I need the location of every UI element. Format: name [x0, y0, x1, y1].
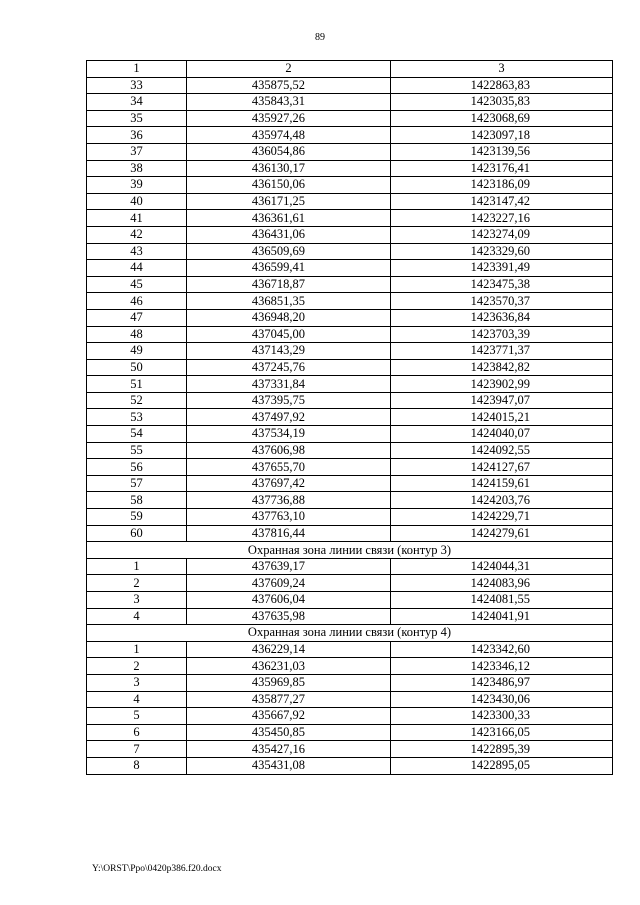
x-coordinate-cell: 435974,48 — [187, 127, 391, 144]
point-number-cell: 38 — [87, 160, 187, 177]
table-row — [87, 94, 613, 111]
y-coordinate-cell: 1423274,09 — [391, 226, 613, 243]
y-coordinate-cell: 1423035,83 — [391, 94, 613, 111]
table-row — [87, 426, 613, 443]
section-caption: Охранная зона линии связи (контур 4) — [87, 625, 613, 642]
y-coordinate-cell: 1423186,09 — [391, 177, 613, 194]
y-coordinate-cell: 1423636,84 — [391, 309, 613, 326]
x-coordinate-cell: 437697,42 — [187, 475, 391, 492]
y-coordinate-cell: 1423097,18 — [391, 127, 613, 144]
point-number-cell: 3 — [87, 674, 187, 691]
header-cell-x: 2 — [187, 61, 391, 78]
x-coordinate-cell: 437609,24 — [187, 575, 391, 592]
y-coordinate-cell: 1423475,38 — [391, 276, 613, 293]
table-row — [87, 160, 613, 177]
table-row — [87, 326, 613, 343]
x-coordinate-cell: 435431,08 — [187, 757, 391, 774]
y-coordinate-cell: 1424015,21 — [391, 409, 613, 426]
table-row — [87, 558, 613, 575]
y-coordinate-cell: 1424081,55 — [391, 592, 613, 609]
point-number-cell: 57 — [87, 475, 187, 492]
table-row — [87, 293, 613, 310]
point-number-cell: 2 — [87, 658, 187, 675]
table-row — [87, 210, 613, 227]
table-row — [87, 525, 613, 542]
point-number-cell: 47 — [87, 309, 187, 326]
y-coordinate-cell: 1423486,97 — [391, 674, 613, 691]
y-coordinate-cell: 1423346,12 — [391, 658, 613, 675]
y-coordinate-cell: 1423176,41 — [391, 160, 613, 177]
page-number: 89 — [315, 32, 325, 43]
x-coordinate-cell: 436229,14 — [187, 641, 391, 658]
x-coordinate-cell: 435843,31 — [187, 94, 391, 111]
table-header-row — [87, 61, 613, 78]
table-row — [87, 475, 613, 492]
table-row — [87, 392, 613, 409]
table-row — [87, 492, 613, 509]
y-coordinate-cell: 1423166,05 — [391, 724, 613, 741]
y-coordinate-cell: 1424229,71 — [391, 509, 613, 526]
point-number-cell: 53 — [87, 409, 187, 426]
x-coordinate-cell: 436851,35 — [187, 293, 391, 310]
y-coordinate-cell: 1423300,33 — [391, 708, 613, 725]
table-row — [87, 309, 613, 326]
point-number-cell: 34 — [87, 94, 187, 111]
table-row — [87, 343, 613, 360]
x-coordinate-cell: 435667,92 — [187, 708, 391, 725]
x-coordinate-cell: 437655,70 — [187, 459, 391, 476]
x-coordinate-cell: 437635,98 — [187, 608, 391, 625]
x-coordinate-cell: 437736,88 — [187, 492, 391, 509]
point-number-cell: 55 — [87, 442, 187, 459]
table-row — [87, 724, 613, 741]
x-coordinate-cell: 437143,29 — [187, 343, 391, 360]
table-row — [87, 592, 613, 609]
x-coordinate-cell: 435450,85 — [187, 724, 391, 741]
point-number-cell: 46 — [87, 293, 187, 310]
file-path-footer: Y:\ORST\Ppo\0420p386.f20.docx — [92, 864, 222, 874]
point-number-cell: 6 — [87, 724, 187, 741]
x-coordinate-cell: 435969,85 — [187, 674, 391, 691]
y-coordinate-cell: 1422895,39 — [391, 741, 613, 758]
point-number-cell: 4 — [87, 608, 187, 625]
y-coordinate-cell: 1422895,05 — [391, 757, 613, 774]
point-number-cell: 4 — [87, 691, 187, 708]
x-coordinate-cell: 436361,61 — [187, 210, 391, 227]
table-row — [87, 442, 613, 459]
table-row — [87, 143, 613, 160]
point-number-cell: 35 — [87, 110, 187, 127]
point-number-cell: 59 — [87, 509, 187, 526]
table-row — [87, 376, 613, 393]
x-coordinate-cell: 436171,25 — [187, 193, 391, 210]
point-number-cell: 5 — [87, 708, 187, 725]
y-coordinate-cell: 1422863,83 — [391, 77, 613, 94]
x-coordinate-cell: 437395,75 — [187, 392, 391, 409]
x-coordinate-cell: 437245,76 — [187, 359, 391, 376]
x-coordinate-cell: 436718,87 — [187, 276, 391, 293]
y-coordinate-cell: 1424092,55 — [391, 442, 613, 459]
y-coordinate-cell: 1423771,37 — [391, 343, 613, 360]
table-row — [87, 193, 613, 210]
x-coordinate-cell: 437331,84 — [187, 376, 391, 393]
point-number-cell: 33 — [87, 77, 187, 94]
y-coordinate-cell: 1424203,76 — [391, 492, 613, 509]
section-caption-row — [87, 625, 613, 642]
table-row — [87, 260, 613, 277]
point-number-cell: 41 — [87, 210, 187, 227]
x-coordinate-cell: 437763,10 — [187, 509, 391, 526]
x-coordinate-cell: 435877,27 — [187, 691, 391, 708]
point-number-cell: 39 — [87, 177, 187, 194]
table-row — [87, 110, 613, 127]
header-cell-number: 1 — [87, 61, 187, 78]
point-number-cell: 8 — [87, 757, 187, 774]
y-coordinate-cell: 1424159,61 — [391, 475, 613, 492]
x-coordinate-cell: 435875,52 — [187, 77, 391, 94]
x-coordinate-cell: 435427,16 — [187, 741, 391, 758]
table-row — [87, 459, 613, 476]
header-cell-y: 3 — [391, 61, 613, 78]
y-coordinate-cell: 1423342,60 — [391, 641, 613, 658]
table-row — [87, 276, 613, 293]
point-number-cell: 42 — [87, 226, 187, 243]
point-number-cell: 52 — [87, 392, 187, 409]
y-coordinate-cell: 1423391,49 — [391, 260, 613, 277]
table-row — [87, 757, 613, 774]
y-coordinate-cell: 1424279,61 — [391, 525, 613, 542]
point-number-cell: 58 — [87, 492, 187, 509]
point-number-cell: 49 — [87, 343, 187, 360]
table-row — [87, 674, 613, 691]
y-coordinate-cell: 1424083,96 — [391, 575, 613, 592]
x-coordinate-cell: 437816,44 — [187, 525, 391, 542]
table-row — [87, 741, 613, 758]
y-coordinate-cell: 1423947,07 — [391, 392, 613, 409]
coordinates-table-body — [87, 61, 613, 775]
point-number-cell: 37 — [87, 143, 187, 160]
x-coordinate-cell: 437534,19 — [187, 426, 391, 443]
x-coordinate-cell: 437639,17 — [187, 558, 391, 575]
point-number-cell: 1 — [87, 641, 187, 658]
x-coordinate-cell: 436130,17 — [187, 160, 391, 177]
point-number-cell: 3 — [87, 592, 187, 609]
y-coordinate-cell: 1423227,16 — [391, 210, 613, 227]
y-coordinate-cell: 1423147,42 — [391, 193, 613, 210]
x-coordinate-cell: 436599,41 — [187, 260, 391, 277]
table-row — [87, 708, 613, 725]
y-coordinate-cell: 1424041,91 — [391, 608, 613, 625]
table-row — [87, 77, 613, 94]
point-number-cell: 56 — [87, 459, 187, 476]
x-coordinate-cell: 436150,06 — [187, 177, 391, 194]
y-coordinate-cell: 1423329,60 — [391, 243, 613, 260]
table-row — [87, 641, 613, 658]
table-row — [87, 575, 613, 592]
x-coordinate-cell: 437045,00 — [187, 326, 391, 343]
x-coordinate-cell: 437606,04 — [187, 592, 391, 609]
x-coordinate-cell: 435927,26 — [187, 110, 391, 127]
point-number-cell: 44 — [87, 260, 187, 277]
y-coordinate-cell: 1423902,99 — [391, 376, 613, 393]
table-row — [87, 608, 613, 625]
y-coordinate-cell: 1423068,69 — [391, 110, 613, 127]
point-number-cell: 50 — [87, 359, 187, 376]
point-number-cell: 1 — [87, 558, 187, 575]
y-coordinate-cell: 1423139,56 — [391, 143, 613, 160]
y-coordinate-cell: 1424127,67 — [391, 459, 613, 476]
y-coordinate-cell: 1424044,31 — [391, 558, 613, 575]
y-coordinate-cell: 1424040,07 — [391, 426, 613, 443]
x-coordinate-cell: 437497,92 — [187, 409, 391, 426]
point-number-cell: 40 — [87, 193, 187, 210]
x-coordinate-cell: 436431,06 — [187, 226, 391, 243]
table-row — [87, 243, 613, 260]
x-coordinate-cell: 437606,98 — [187, 442, 391, 459]
table-row — [87, 691, 613, 708]
table-row — [87, 509, 613, 526]
x-coordinate-cell: 436509,69 — [187, 243, 391, 260]
x-coordinate-cell: 436231,03 — [187, 658, 391, 675]
point-number-cell: 51 — [87, 376, 187, 393]
point-number-cell: 54 — [87, 426, 187, 443]
section-caption: Охранная зона линии связи (контур 3) — [87, 542, 613, 559]
table-row — [87, 226, 613, 243]
coordinates-table — [86, 60, 613, 775]
point-number-cell: 2 — [87, 575, 187, 592]
point-number-cell: 36 — [87, 127, 187, 144]
y-coordinate-cell: 1423570,37 — [391, 293, 613, 310]
table-row — [87, 127, 613, 144]
point-number-cell: 43 — [87, 243, 187, 260]
y-coordinate-cell: 1423430,06 — [391, 691, 613, 708]
table-row — [87, 409, 613, 426]
table-row — [87, 359, 613, 376]
x-coordinate-cell: 436948,20 — [187, 309, 391, 326]
section-caption-row — [87, 542, 613, 559]
x-coordinate-cell: 436054,86 — [187, 143, 391, 160]
point-number-cell: 7 — [87, 741, 187, 758]
point-number-cell: 45 — [87, 276, 187, 293]
table-row — [87, 658, 613, 675]
y-coordinate-cell: 1423703,39 — [391, 326, 613, 343]
y-coordinate-cell: 1423842,82 — [391, 359, 613, 376]
point-number-cell: 48 — [87, 326, 187, 343]
table-row — [87, 177, 613, 194]
point-number-cell: 60 — [87, 525, 187, 542]
